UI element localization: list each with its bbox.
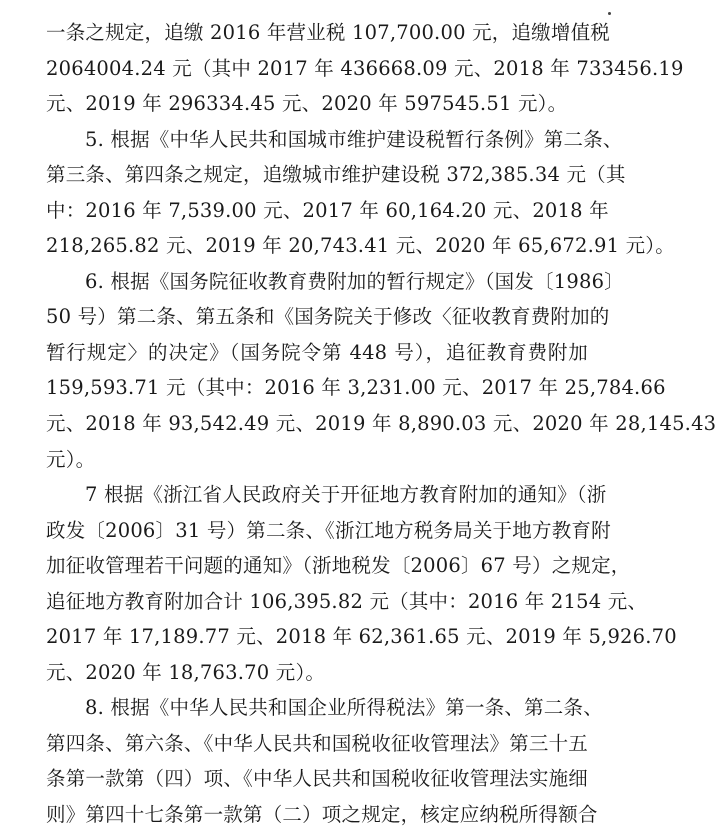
paragraph-4-line-2: 2064004.24 元（其中 2017 年 436668.09 元、2018 年 733456.19 [46,56,684,80]
paragraph-6-line-2: 50 号）第二条、第五条和《国务院关于修改〈征收教育费附加的 [46,305,610,329]
paragraph-7-line-3: 加征收管理若干问题的通知》（浙地税发〔2006〕67 号）之规定， [46,554,631,578]
paragraph-8-line-4: 则》第四十七条第一款第（二）项之规定，核定应纳税所得额合 [46,803,598,826]
paragraph-8-line-3: 条第一款第（四）项、《中华人民共和国税收征收管理法实施细 [46,767,588,791]
paragraph-6-line-1: 6. 根据《国务院征收教育费附加的暂行规定》（国发〔1986〕 [85,269,624,293]
paragraph-7-line-6: 元、2020 年 18,763.70 元）。 [46,660,326,684]
paragraph-4-line-3: 元、2019 年 296334.45 元、2020 年 597545.51 元）。 [46,92,568,116]
paragraph-5-line-1: 5. 根据《中华人民共和国城市维护建设税暂行条例》第二条、 [85,127,623,151]
paragraph-6-line-3: 暂行规定〉的决定》（国务院令第 448 号），追征教育费附加 [46,340,588,364]
paragraph-7-line-1: 7 根据《浙江省人民政府关于开征地方教育附加的通知》（浙 [85,483,607,507]
paragraph-7-line-2: 政发〔2006〕31 号）第二条、《浙江地方税务局关于地方教育附 [46,518,611,542]
paragraph-8-line-2: 第四条、第六条、《中华人民共和国税收征收管理法》第三十五 [46,731,588,755]
paragraph-6-line-6: 元）。 [46,447,96,471]
paragraph-5-line-4: 218,265.82 元、2019 年 20,743.41 元、2020 年 65,672.91 元）。 [46,234,675,258]
corner-dot-mark [608,12,611,15]
paragraph-7-line-4: 追征地方教育附加合计 106,395.82 元（其中：2016 年 2154 元、 [46,589,648,613]
paragraph-5-line-2: 第三条、第四条之规定，追缴城市维护建设税 372,385.34 元（其 [46,163,626,187]
paragraph-6-line-4: 159,593.71 元（其中：2016 年 3,231.00 元、2017 年 25,784.66 [46,376,666,400]
paragraph-4-line-1: 一条之规定，追缴 2016 年营业税 107,700.00 元，追缴增值税 [46,21,610,44]
paragraph-7-line-5: 2017 年 17,189.77 元、2018 年 62,361.65 元、2019 年 5,926.70 [46,625,677,649]
paragraph-5-line-3: 中：2016 年 7,539.00 元、2017 年 60,164.20 元、2018 年 [46,198,609,222]
paragraph-8-line-1: 8. 根据《中华人民共和国企业所得税法》第一条、第二条、 [85,696,603,720]
paragraph-6-line-5: 元、2018 年 93,542.49 元、2019 年 8,890.03 元、2020 年 28,145.43 [46,412,716,435]
